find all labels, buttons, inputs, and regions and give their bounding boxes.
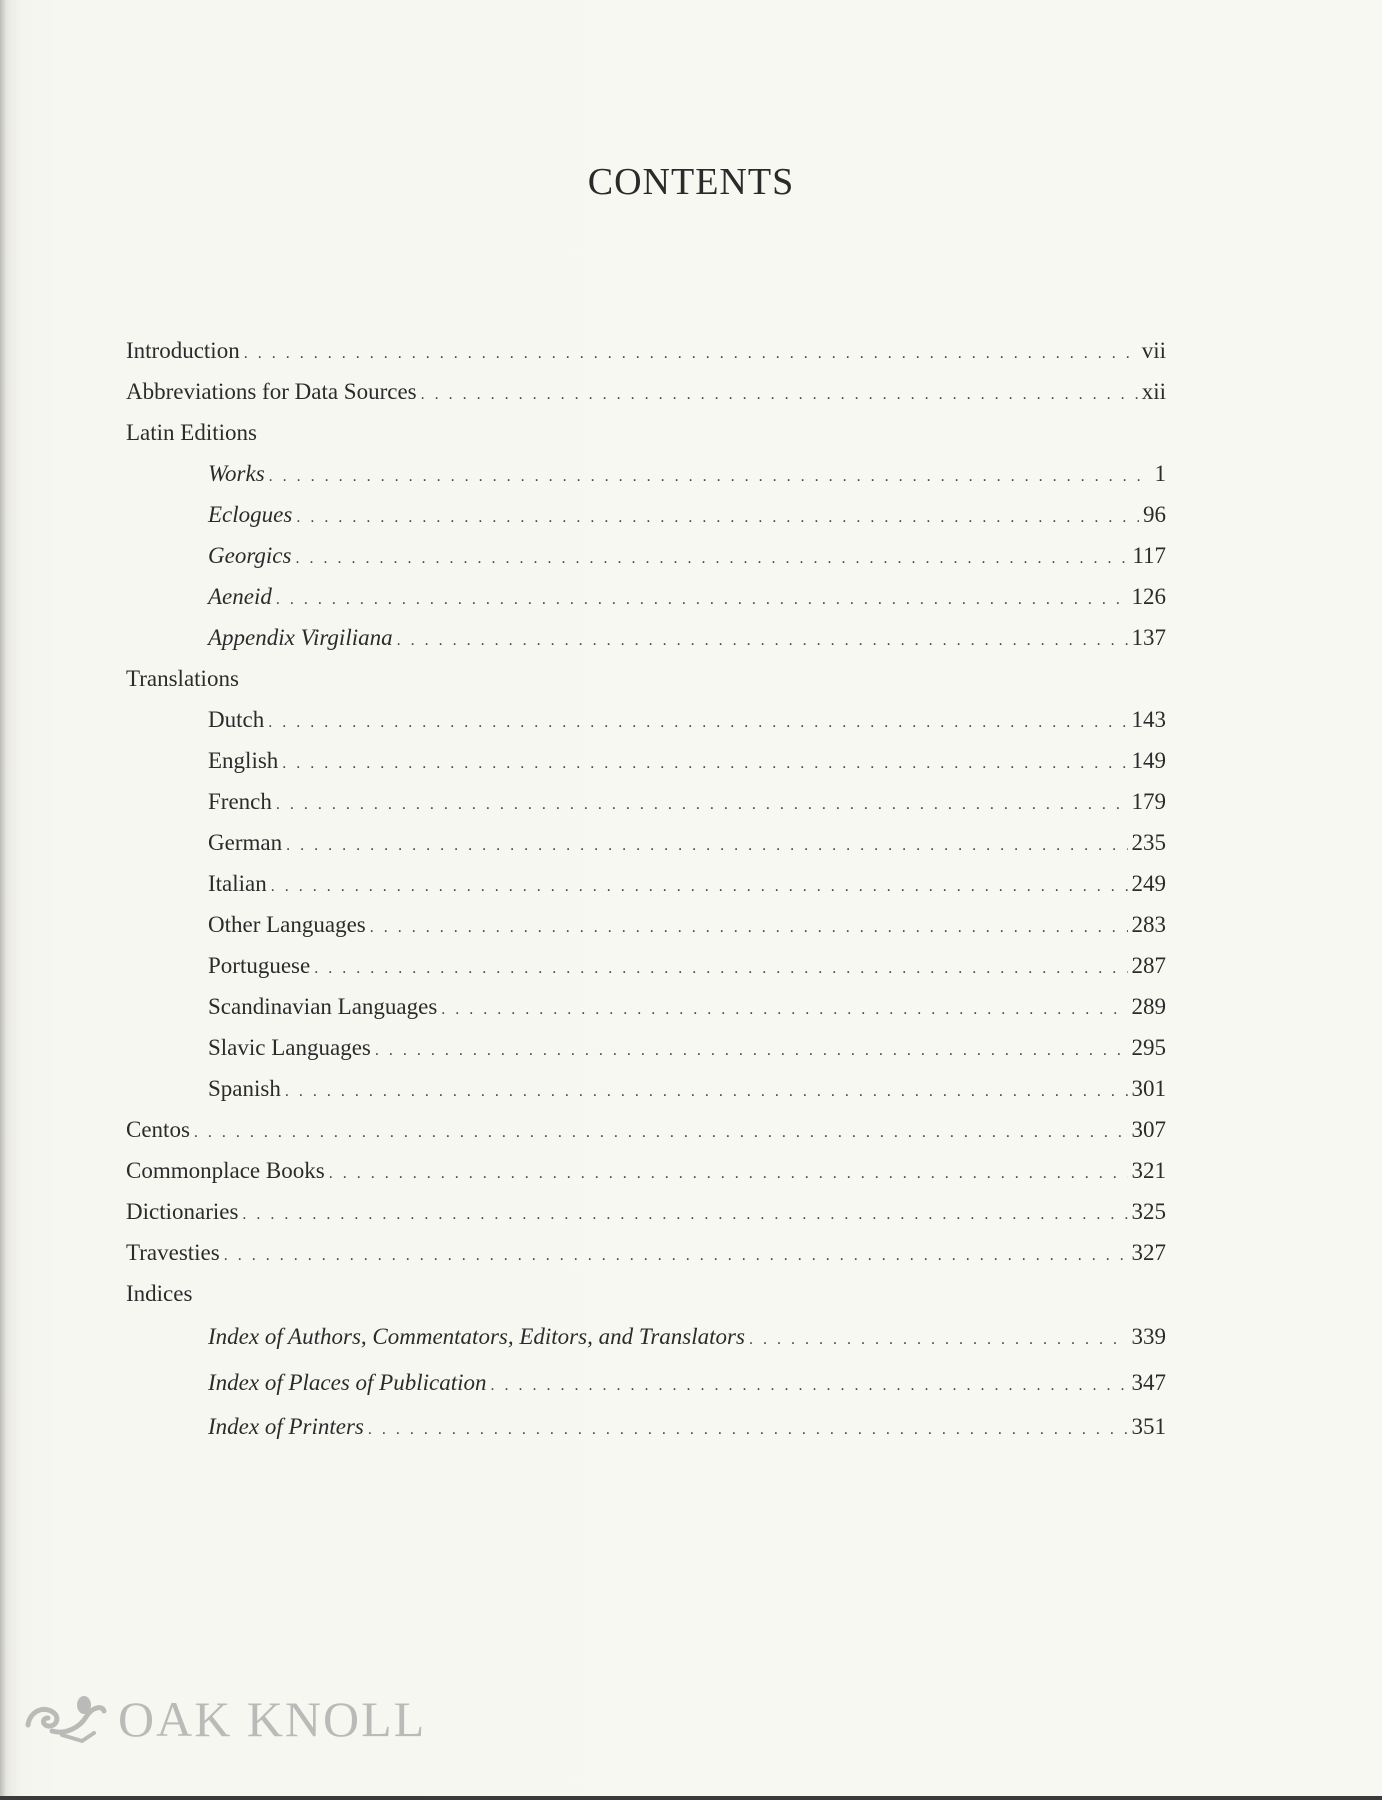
toc-entry-label: Spanish <box>208 1076 281 1101</box>
toc-entry-travesties <box>126 1232 1166 1273</box>
toc-entry-label: Abbreviations for Data Sources <box>126 379 417 404</box>
toc-entry-label: Georgics <box>208 543 292 568</box>
toc-entry-label: Index of Printers <box>208 1414 364 1439</box>
dot-leader <box>421 374 1138 415</box>
toc-entry-italian <box>126 863 1166 904</box>
toc-entry-page: 289 <box>1131 994 1166 1019</box>
toc-entry-label: Index of Authors, Commentators, Editors, and Translators <box>208 1324 745 1349</box>
toc-entry-page: 347 <box>1131 1370 1166 1395</box>
toc-entry-page: 287 <box>1131 953 1166 978</box>
toc-entry-label: Centos <box>126 1117 190 1142</box>
toc-entry-slavic-languages <box>126 1027 1166 1068</box>
watermark-text: OAK KNOLL <box>118 1691 427 1747</box>
dot-leader <box>242 1194 1127 1235</box>
dot-leader <box>749 1317 1128 1363</box>
dot-leader <box>329 1153 1128 1194</box>
dot-leader <box>276 784 1128 825</box>
dot-leader <box>368 1409 1128 1450</box>
toc-entry-label: Portuguese <box>208 953 311 978</box>
toc-entry-page: 117 <box>1132 543 1166 568</box>
toc-entry-page: 283 <box>1131 912 1166 937</box>
dot-leader <box>224 1235 1128 1276</box>
dot-leader <box>269 456 1151 497</box>
toc-section-label: Translations <box>126 666 239 691</box>
page-gutter-shadow <box>0 0 6 1800</box>
toc-section-label: Latin Editions <box>126 420 257 445</box>
toc-entry-page: 179 <box>1131 789 1166 814</box>
toc-entry-label: Appendix Virgiliana <box>208 625 393 650</box>
dot-leader <box>314 948 1127 989</box>
toc-entry-index-of-authors <box>126 1314 1166 1360</box>
toc-entry-aeneid <box>126 576 1166 617</box>
toc-entry-scandinavian-languages <box>126 986 1166 1027</box>
toc-entry-works <box>126 453 1166 494</box>
toc-entry-label: Aeneid <box>208 584 272 609</box>
toc-entry-label: Works <box>208 461 265 486</box>
toc-entry-german <box>126 822 1166 863</box>
dot-leader <box>370 907 1128 948</box>
toc-entry-dictionaries <box>126 1191 1166 1232</box>
toc-entry-label: Dictionaries <box>126 1199 239 1224</box>
dot-leader <box>244 333 1138 374</box>
toc-entry-label: Travesties <box>126 1240 220 1265</box>
dot-leader <box>375 1030 1128 1071</box>
toc-section-latin-editions <box>126 412 1166 453</box>
toc-entry-dutch <box>126 699 1166 740</box>
toc-entry-label: Index of Places of Publication <box>208 1370 487 1395</box>
toc-entry-page: 307 <box>1131 1117 1166 1142</box>
oak-knoll-logo-icon <box>22 1691 108 1747</box>
toc-entry-page: 339 <box>1131 1324 1166 1349</box>
toc-entry-label: Introduction <box>126 338 240 363</box>
toc-entry-page: 96 <box>1143 502 1166 527</box>
toc-entry-index-of-places <box>126 1360 1166 1406</box>
toc-entry-page: vii <box>1141 338 1166 363</box>
dot-leader <box>397 620 1128 661</box>
toc-entry-page: 249 <box>1131 871 1166 896</box>
toc-entry-page: 126 <box>1131 584 1166 609</box>
toc-entry-spanish <box>126 1068 1166 1109</box>
watermark <box>22 1690 426 1748</box>
toc-entry-label: French <box>208 789 272 814</box>
toc-entry-label: Commonplace Books <box>126 1158 325 1183</box>
toc-entry-page: 143 <box>1131 707 1166 732</box>
toc-entry-portuguese <box>126 945 1166 986</box>
page-bottom-edge <box>0 1796 1382 1800</box>
page-title: CONTENTS <box>587 161 795 203</box>
toc-entry-page: 235 <box>1131 830 1166 855</box>
toc-entry-page: 321 <box>1131 1158 1166 1183</box>
toc-entry-page: 137 <box>1131 625 1166 650</box>
toc-entry-appendix-virgiliana <box>126 617 1166 658</box>
toc-section-label: Indices <box>126 1281 193 1306</box>
dot-leader <box>276 579 1128 620</box>
dot-leader <box>441 989 1127 1030</box>
toc-entry-label: Dutch <box>208 707 265 732</box>
dot-leader <box>194 1112 1128 1153</box>
toc-entry-centos <box>126 1109 1166 1150</box>
toc-entry-label: Italian <box>208 871 267 896</box>
toc-entry-georgics <box>126 535 1166 576</box>
dot-leader <box>271 866 1128 907</box>
toc-entry-page: xii <box>1141 379 1166 404</box>
toc-entry-commonplace-books <box>126 1150 1166 1191</box>
toc-entry-label: Scandinavian Languages <box>208 994 438 1019</box>
toc-entry-page: 149 <box>1131 748 1166 773</box>
toc-entry-index-of-printers <box>126 1406 1166 1447</box>
table-of-contents <box>126 330 1166 1447</box>
toc-entry-label: Eclogues <box>208 502 293 527</box>
toc-entry-other-languages <box>126 904 1166 945</box>
toc-entry-page: 325 <box>1131 1199 1166 1224</box>
dot-leader <box>295 538 1128 579</box>
toc-section-translations <box>126 658 1166 699</box>
toc-entry-page: 351 <box>1131 1414 1166 1439</box>
toc-entry-page: 301 <box>1131 1076 1166 1101</box>
toc-entry-eclogues <box>126 494 1166 535</box>
toc-entry-english <box>126 740 1166 781</box>
toc-entry-label: Slavic Languages <box>208 1035 371 1060</box>
toc-entry-page: 1 <box>1154 461 1166 486</box>
dot-leader <box>490 1363 1127 1409</box>
toc-entry-label: English <box>208 748 279 773</box>
dot-leader <box>282 743 1127 784</box>
toc-entry-introduction <box>126 330 1166 371</box>
toc-entry-page: 295 <box>1131 1035 1166 1060</box>
toc-entry-label: Other Languages <box>208 912 366 937</box>
dot-leader <box>286 825 1127 866</box>
toc-entry-abbreviations <box>126 371 1166 412</box>
toc-entry-page: 327 <box>1131 1240 1166 1265</box>
toc-entry-label: German <box>208 830 283 855</box>
toc-section-indices <box>126 1273 1166 1314</box>
dot-leader <box>285 1071 1128 1112</box>
toc-entry-french <box>126 781 1166 822</box>
dot-leader <box>296 497 1139 538</box>
dot-leader <box>268 702 1127 743</box>
